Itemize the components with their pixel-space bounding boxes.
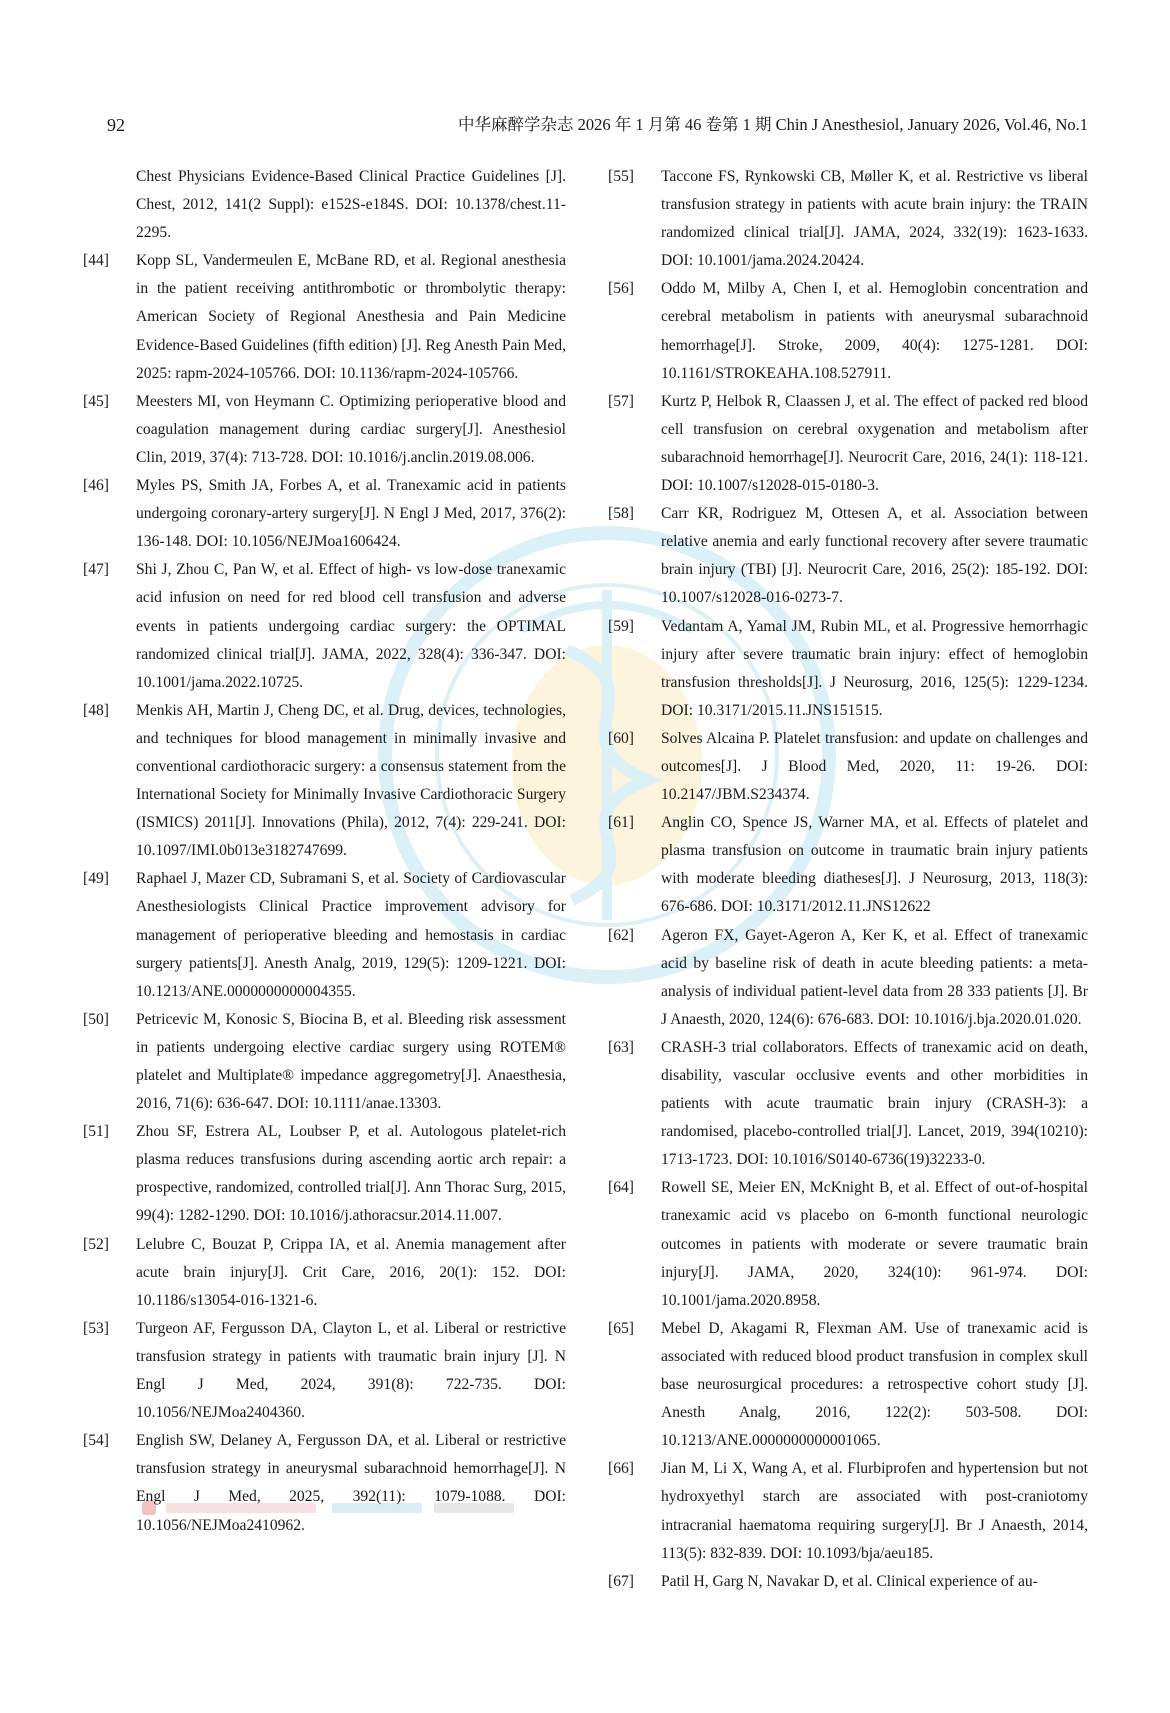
reference-entry xyxy=(608,163,1088,275)
reference-entry xyxy=(83,388,566,472)
references-right-column xyxy=(608,163,1088,1596)
reference-text: Myles PS, Smith JA, Forbes A, et al. Tranexamic acid in patients undergoing coronary-artery surgery[J]. N Engl J Med, 2017, 376(2): 136-148. DOI: 10.1056/NEJMoa1606424. xyxy=(136,477,566,551)
reference-entry xyxy=(608,388,1088,500)
reference-text: Solves Alcaina P. Platelet transfusion: and update on challenges and outcomes[J]. J Blood Med, 2020, 11: 19-26. DOI: 10.2147/JBM.S234374. xyxy=(661,729,1088,804)
reference-entry xyxy=(608,725,1088,809)
reference-number: [52] xyxy=(83,1235,109,1253)
reference-number: [46] xyxy=(83,477,109,495)
reference-entry xyxy=(83,1231,566,1315)
reference-entry xyxy=(608,1568,1088,1596)
reference-text: CRASH-3 trial collaborators. Effects of tranexamic acid on death, disability, vascular occlusive events and other morbidities in patients with acute traumatic brain injury (CRASH-3): a randomised, placebo-controlled trial[J]. Lancet, 2019, 394(10210): 1713-1723. DOI: 10.1016/S0140-6736(19)32233-0. xyxy=(661,1038,1088,1169)
reference-entry xyxy=(608,1174,1088,1314)
reference-text: Petricevic M, Konosic S, Biocina B, et al. Bleeding risk assessment in patients undergoing elective cardiac surgery using ROTEM® platelet and Multiplate® impedance aggregometry[J]. Anaesthesia, 2016, 71(6): 636-647. DOI: 10.1111/anae.13303. xyxy=(136,1010,566,1113)
reference-text: Shi J, Zhou C, Pan W, et al. Effect of high- vs low-dose tranexamic acid infusion on need for red blood cell transfusion and adverse events in patients undergoing cardiac surgery: the OPTIMAL randomized clinical trial[J]. JAMA, 2022, 328(4): 336-347. DOI: 10.1001/jama.2022.10725. xyxy=(136,561,566,691)
reference-text: Oddo M, Milby A, Chen I, et al. Hemoglobin concentration and cerebral metabolism in patients with aneurysmal subarachnoid hemorrhage[J]. Stroke, 2009, 40(4): 1275-1281. DOI: 10.1161/STROKEAHA.108.527911. xyxy=(661,280,1088,382)
reference-text: Menkis AH, Martin J, Cheng DC, et al. Drug, devices, technologies, and techniques for blood management in minimally invasive and conventional cardiothoracic surgery: a consensus statement from the International Society for Minimally Invasive Cardiothoracic Surgery (ISMICS) 2011[J]. Innovations (Phila), 2012, 7(4): 229-241. DOI: 10.1097/IMI.0b013e3182747699. xyxy=(136,701,566,860)
reference-entry xyxy=(83,1006,566,1118)
reference-number: [56] xyxy=(608,280,634,298)
reference-entry xyxy=(83,247,566,387)
reference-text: Kurtz P, Helbok R, Claassen J, et al. The effect of packed red blood cell transfusion on cerebral oxygenation and metabolism after subarachnoid hemorrhage[J]. Neurocrit Care, 2016, 24(1): 118-121. DOI: 10.1007/s12028-015-0180-3. xyxy=(661,392,1088,495)
reference-entry xyxy=(83,1315,566,1427)
reference-number: [60] xyxy=(608,729,634,747)
reference-text: Patil H, Garg N, Navakar D, et al. Clinical experience of au- xyxy=(661,1572,1038,1590)
reference-number: [44] xyxy=(83,252,109,270)
reference-text: Zhou SF, Estrera AL, Loubser P, et al. Autologous platelet-rich plasma reduces transfusions during ascending aortic arch repair: a prospective, randomized, controlled trial[J]. Ann Thorac Surg, 2015, 99(4): 1282-1290. DOI: 10.1016/j.athoracsur.2014.11.007. xyxy=(136,1123,566,1225)
reference-text: Anglin CO, Spence JS, Warner MA, et al. Effects of platelet and plasma transfusion on outcome in traumatic brain injury patients with moderate bleeding diatheses[J]. J Neurosurg, 2013, 118(3): 676-686. DOI: 10.3171/2012.11.JNS12622 xyxy=(661,814,1088,916)
references-left-column xyxy=(83,163,566,1540)
reference-number: [45] xyxy=(83,392,109,410)
reference-entry xyxy=(608,1034,1088,1174)
reference-entry xyxy=(608,1315,1088,1455)
reference-text: Rowell SE, Meier EN, McKnight B, et al. Effect of out-of-hospital tranexamic acid vs placebo on 6-month functional neurologic outcomes in patients with moderate or severe traumatic brain injury[J]. JAMA, 2020, 324(10): 961-974. DOI: 10.1001/jama.2020.8958. xyxy=(661,1179,1088,1309)
reference-entry xyxy=(83,472,566,556)
reference-entry xyxy=(608,809,1088,921)
reference-number: [63] xyxy=(608,1038,634,1056)
reference-entry xyxy=(83,865,566,1005)
reference-text: Kopp SL, Vandermeulen E, McBane RD, et al. Regional anesthesia in the patient receiving antithrombotic or thrombolytic therapy: American Society of Regional Anesthesia and Pain Medicine Evidence-Based Guidelines (fifth edition) [J]. Reg Anesth Pain Med, 2025: rapm-2024-105766. DOI: 10.1136/rapm-2024-105766. xyxy=(136,252,566,382)
reference-text: Mebel D, Akagami R, Flexman AM. Use of tranexamic acid is associated with reduced blood product transfusion in complex skull base neurosurgical procedures: a retrospective cohort study [J]. Anesth Analg, 2016, 122(2): 503-508. DOI: 10.1213/ANE.0000000000001065. xyxy=(661,1319,1088,1450)
reference-number: [53] xyxy=(83,1319,109,1337)
reference-entry xyxy=(83,1427,566,1539)
reference-number: [58] xyxy=(608,505,634,523)
reference-number: [50] xyxy=(83,1010,109,1028)
reference-text: Turgeon AF, Fergusson DA, Clayton L, et al. Liberal or restrictive transfusion strategy in patients with traumatic brain injury [J]. N Engl J Med, 2024, 391(8): 722-735. DOI: 10.1056/NEJMoa2404360. xyxy=(136,1319,566,1422)
reference-text: Raphael J, Mazer CD, Subramani S, et al. Society of Cardiovascular Anesthesiologists Clinical Practice improvement advisory for management of perioperative bleeding and hemostasis in cardiac surgery patients[J]. Anesth Analg, 2019, 129(5): 1209-1221. DOI: 10.1213/ANE.0000000000004355. xyxy=(136,870,566,1000)
reference-entry xyxy=(83,697,566,866)
reference-text: Vedantam A, Yamal JM, Rubin ML, et al. Progressive hemorrhagic injury after severe traumatic brain injury: effect of hemoglobin transfusion thresholds[J]. J Neurosurg, 2016, 125(5): 1229-1234. DOI: 10.3171/2015.11.JNS151515. xyxy=(661,617,1088,719)
page-number: 92 xyxy=(107,115,125,135)
reference-number: [59] xyxy=(608,617,634,635)
reference-number: [49] xyxy=(83,870,109,888)
reference-entry xyxy=(608,922,1088,1034)
reference-text: Lelubre C, Bouzat P, Crippa IA, et al. Anemia management after acute brain injury[J]. Crit Care, 2016, 20(1): 152. DOI: 10.1186/s13054-016-1321-6. xyxy=(136,1235,566,1309)
reference-number: [62] xyxy=(608,926,634,944)
reference-text: English SW, Delaney A, Fergusson DA, et al. Liberal or restrictive transfusion strategy in aneurysmal subarachnoid hemorrhage[J]. N Engl J Med, 2025, 392(11): 1079-1088. DOI: 10.1056/NEJMoa2410962. xyxy=(136,1432,566,1534)
reference-number: [61] xyxy=(608,814,634,832)
reference-number: [51] xyxy=(83,1123,109,1141)
reference-number: [66] xyxy=(608,1460,634,1478)
reference-text: Ageron FX, Gayet-Ageron A, Ker K, et al. Effect of tranexamic acid by baseline risk of death in acute bleeding patients: a meta-analysis of individual patient-level data from 28 333 patients [J]. Br J Anaesth, 2020, 124(6): 676-683. DOI: 10.1016/j.bja.2020.01.020. xyxy=(661,926,1088,1028)
reference-number: [54] xyxy=(83,1432,109,1450)
reference-text: Taccone FS, Rynkowski CB, Møller K, et al. Restrictive vs liberal transfusion strategy in patients with acute brain injury: the TRAIN randomized clinical trial[J]. JAMA, 2024, 332(19): 1623-1633. DOI: 10.1001/jama.2024.20424. xyxy=(661,168,1088,270)
reference-number: [64] xyxy=(608,1179,634,1197)
reference-text: Meesters MI, von Heymann C. Optimizing perioperative blood and coagulation management during cardiac surgery[J]. Anesthesiol Clin, 2019, 37(4): 713-728. DOI: 10.1016/j.anclin.2019.08.006. xyxy=(136,392,566,466)
reference-number: [65] xyxy=(608,1319,634,1337)
reference-number: [55] xyxy=(608,168,634,185)
reference-number: [57] xyxy=(608,392,634,410)
reference-entry xyxy=(83,556,566,696)
reference-number: [47] xyxy=(83,561,109,579)
reference-entry xyxy=(608,500,1088,612)
running-head: 中华麻醉学杂志 2026 年 1 月第 46 卷第 1 期 Chin J Anesthesiol, January 2026, Vol.46, No.1 xyxy=(457,115,1088,134)
reference-entry xyxy=(608,613,1088,725)
reference-number: [48] xyxy=(83,701,109,719)
reference-text: Jian M, Li X, Wang A, et al. Flurbiprofen and hypertension but not hydroxyethyl starch are associated with post-craniotomy intracranial haematoma requiring surgery[J]. Br J Anaesth, 2014, 113(5): 832-839. DOI: 10.1093/bja/aeu185. xyxy=(661,1460,1088,1562)
reference-number: [67] xyxy=(608,1572,634,1590)
reference-text: Carr KR, Rodriguez M, Ottesen A, et al. Association between relative anemia and early functional recovery after severe traumatic brain injury (TBI) [J]. Neurocrit Care, 2016, 25(2): 185-192. DOI: 10.1007/s12028-016-0273-7. xyxy=(661,505,1088,607)
reference-entry xyxy=(608,275,1088,387)
reference-entry xyxy=(608,1455,1088,1567)
reference-entry xyxy=(83,1118,566,1230)
reference-continuation: Chest Physicians Evidence-Based Clinical Practice Guidelines [J]. Chest, 2012, 141(2 Suppl): e152S-e184S. DOI: 10.1378/chest.11-2295. xyxy=(136,168,566,242)
